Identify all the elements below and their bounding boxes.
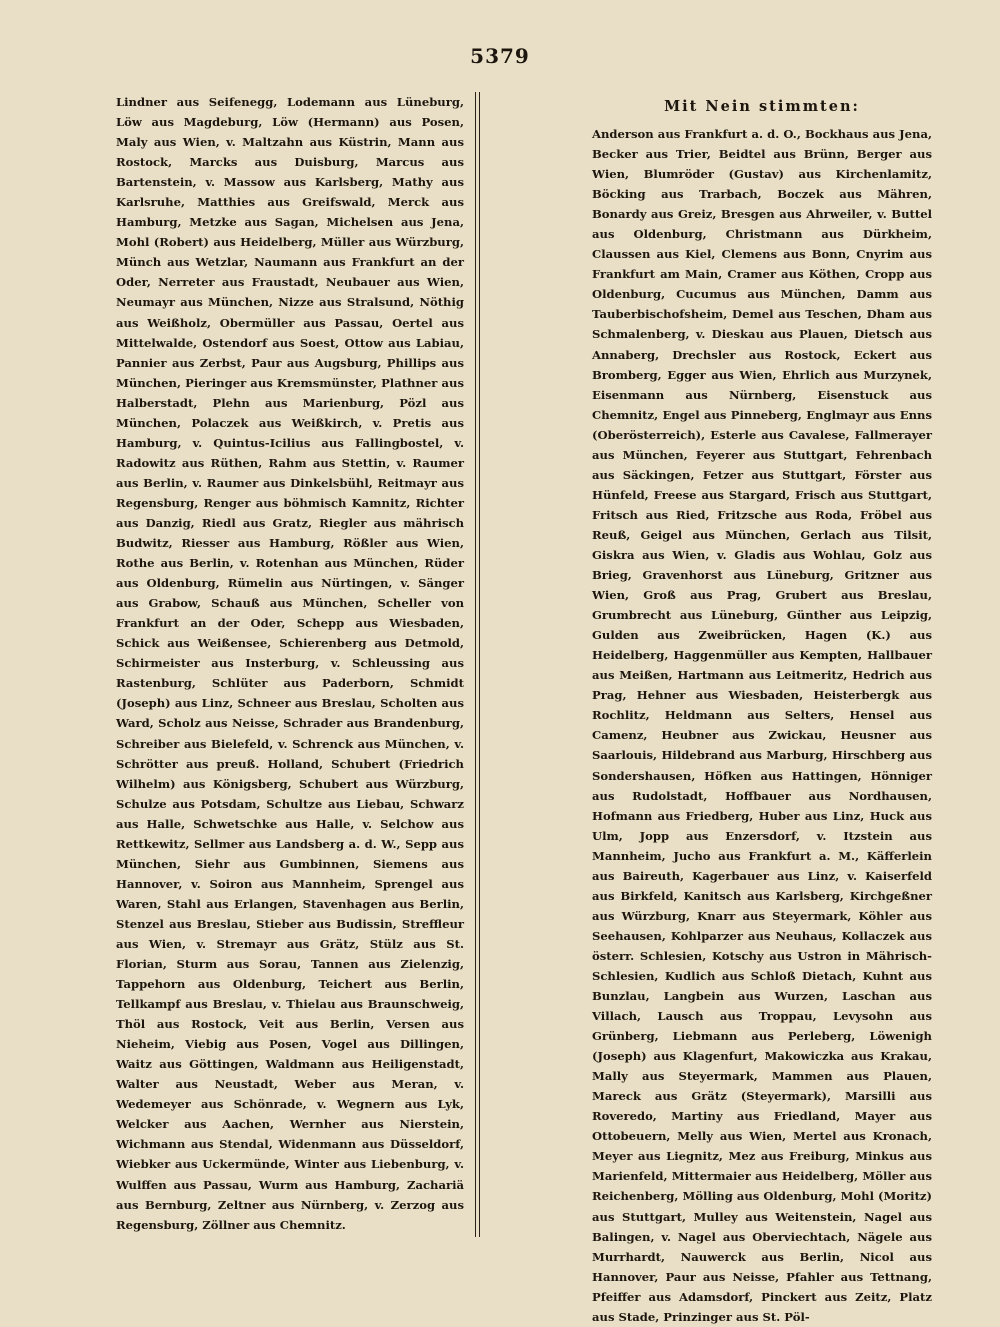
right-column-text: Anderson aus Frankfurt a. d. O., Bockhaus aus Jena, Becker aus Trier, Beidtel aus Brünn, Berger aus Wien, Blumröder (Gustav) aus Kirchenlamitz, Böcking aus Trarbach, Boczek aus Mähren, Bonardy aus Greiz, Bresgen aus Ahrweiler, v. Buttel aus Oldenburg, Christmann aus Dürkheim, Claussen aus Kiel, Clemens aus Bonn, Cnyrim aus Frankfurt am Main, Cramer aus Köthen, Cropp aus Oldenburg, Cucumus aus München, Damm aus Tauberbischofsheim, Demel aus Teschen, Dham aus Schmalenberg, v. Dieskau aus Plauen, Dietsch aus Annaberg, Drechsler aus Rostock, Eckert aus Bromberg, Egger aus Wien, Ehrlich aus Murzynek, Eisenmann aus Nürnberg, Eisenstuck aus Chemnitz, Engel aus Pinneberg, Englmayr aus Enns (Oberösterreich), Esterle aus Cavalese, Fallmerayer aus München, Feyerer aus Stuttgart, Fehrenbach aus Säckingen, Fetzer aus Stuttgart, Förster aus Hünfeld, Freese aus Stargard, Frisch aus Stuttgart, Fritsch aus Ried, Fritzsche aus Roda, Fröbel aus Reuß, Geigel aus München, Gerlach aus Tilsit, Giskra aus Wien, v. Gladis aus Wohlau, Golz aus Brieg, Gravenhorst aus Lüneburg, Gritzner aus Wien, Groß aus Prag, Grubert aus Breslau, Grumbrecht aus Lüneburg, Günther aus Leipzig, Gulden aus Zweibrücken, Hagen (K.) aus Heidelberg, Haggenmüller aus Kempten, Hallbauer aus Meißen, Hartmann aus Leitmeritz, Hedrich aus Prag, Hehner aus Wiesbaden, Heisterbergk aus Rochlitz, Heldmann aus Selters, Hensel aus Camenz, Heubner aus Zwickau, Heusner aus Saarlouis, Hildebrand aus Marburg, Hirschberg aus Sondershausen, Höfken aus Hattingen, Hönniger aus Rudolstadt, Hoffbauer aus Nordhausen, Hofmann aus Friedberg, Huber aus Linz, Huck aus Ulm, Jopp aus Enzersdorf, v. Itzstein aus Mannheim, Jucho aus Frankfurt a. M., Käfferlein aus Baireuth, Kagerbauer aus Linz, v. Kaiserfeld aus Birkfeld, Kanitsch aus Karlsberg, Kirchgeßner aus Würzburg, Knarr aus Steyermark, Köhler aus Seehausen, Kohlparzer aus Neuhaus, Kollaczek aus österr. Schlesien, Kotschy aus Ustron in Mährisch-Schlesien, Kudlich aus Schloß Dietach, Kuhnt aus Bunzlau, Langbein aus Wurzen, Laschan aus Villach, Lausch aus Troppau, Levysohn aus Grünberg, Liebmann aus Perleberg, Löwenigh (Joseph) aus Klagenfurt, Makowiczka aus Krakau, Mally aus Steyermark, Mammen aus Plauen, Mareck aus Grätz (Steyermark), Marsilli aus Roveredo, Martiny aus Friedland, Mayer aus Ottobeuern, Melly aus Wien, Mertel aus Kronach, Meyer aus Liegnitz, Mez aus Freiburg, Minkus aus Marienfeld, Mittermaier aus Heidelberg, Möller aus Reichenberg, Mölling aus Oldenburg, Mohl (Moritz) aus Stuttgart, Mulley aus Weitenstein, Nagel aus Balingen, v. Nagel aus Oberviechtach, Nägele aus Murrhardt, Nauwerck aus Berlin, Nicol aus Hannover, Paur aus Neisse, Pfahler aus Tettnang, Pfeiffer aus Adamsdorf, Pinckert aus Zeitz, Platz aus Stade, Prinzinger aus St. Pöl- bbox=[592, 127, 933, 1324]
column-divider bbox=[475, 92, 480, 1237]
left-column bbox=[116, 92, 464, 1235]
page-number: 5379 bbox=[470, 44, 530, 68]
right-column bbox=[592, 96, 932, 1327]
right-column-heading: Mit Nein stimmten: bbox=[664, 98, 860, 115]
left-column-text: Lindner aus Seifenegg, Lodemann aus Lüneburg, Löw aus Magdeburg, Löw (Hermann) aus Posen, Maly aus Wien, v. Maltzahn aus Küstrin, Mann aus Rostock, Marcks aus Duisburg, Marcus aus Bartenstein, v. Massow aus Karlsberg, Mathy aus Karlsruhe, Matthies aus Greifswald, Merck aus Hamburg, Metzke aus Sagan, Michelsen aus Jena, Mohl (Robert) aus Heidelberg, Müller aus Würzburg, Münch aus Wetzlar, Naumann aus Frankfurt an der Oder, Nerreter aus Fraustadt, Neubauer aus Wien, Neumayr aus München, Nizze aus Stralsund, Nöthig aus Weißholz, Obermüller aus Passau, Oertel aus Mittelwalde, Ostendorf aus Soest, Ottow aus Labiau, Pannier aus Zerbst, Paur aus Augsburg, Phillips aus München, Pieringer aus Kremsmünster, Plathner aus Halberstadt, Plehn aus Marienburg, Pözl aus München, Polaczek aus Weißkirch, v. Pretis aus Hamburg, v. Quintus-Icilius aus Fallingbostel, v. Radowitz aus Rüthen, Rahm aus Stettin, v. Raumer aus Berlin, v. Raumer aus Dinkelsbühl, Reitmayr aus Regensburg, Renger aus böhmisch Kamnitz, Richter aus Danzig, Riedl aus Gratz, Riegler aus mährisch Budwitz, Riesser aus Hamburg, Rößler aus Wien, Rothe aus Berlin, v. Rotenhan aus München, Rüder aus Oldenburg, Rümelin aus Nürtingen, v. Sänger aus Grabow, Schauß aus München, Scheller von Frankfurt an der Oder, Schepp aus Wiesbaden, Schick aus Weißensee, Schierenberg aus Detmold, Schirmeister aus Insterburg, v. Schleussing aus Rastenburg, Schlüter aus Paderborn, Schmidt (Joseph) aus Linz, Schneer aus Breslau, Scholten aus Ward, Scholz aus Neisse, Schrader aus Brandenburg, Schreiber aus Bielefeld, v. Schrenck aus München, v. Schrötter aus preuß. Holland, Schubert (Friedrich Wilhelm) aus Königsberg, Schubert aus Würzburg, Schulze aus Potsdam, Schultze aus Liebau, Schwarz aus Halle, Schwetschke aus Halle, v. Selchow aus Rettkewitz, Sellmer aus Landsberg a. d. W., Sepp aus München, Siehr aus Gumbinnen, Siemens aus Hannover, v. Soiron aus Mannheim, Sprengel aus Waren, Stahl aus Erlangen, Stavenhagen aus Berlin, Stenzel aus Breslau, Stieber aus Budissin, Streffleur aus Wien, v. Stremayr aus Grätz, Stülz aus St. Florian, Sturm aus Sorau, Tannen aus Zielenzig, Tappehorn aus Oldenburg, Teichert aus Berlin, Tellkampf aus Breslau, v. Thielau aus Braunschweig, Thöl aus Rostock, Veit aus Berlin, Versen aus Nieheim, Viebig aus Posen, Vogel aus Dillingen, Waitz aus Göttingen, Waldmann aus Heiligenstadt, Walter aus Neustadt, Weber aus Meran, v. Wedemeyer aus Schönrade, v. Wegnern aus Lyk, Welcker aus Aachen, Wernher aus Nierstein, Wichmann aus Stendal, Widenmann aus Düsseldorf, Wiebker aus Uckermünde, Winter aus Liebenburg, v. Wulffen aus Passau, Wurm aus Hamburg, Zachariä aus Bernburg, Zeltner aus Nürnberg, v. Zerzog aus Regensburg, Zöllner aus Chemnitz. bbox=[116, 95, 464, 1232]
